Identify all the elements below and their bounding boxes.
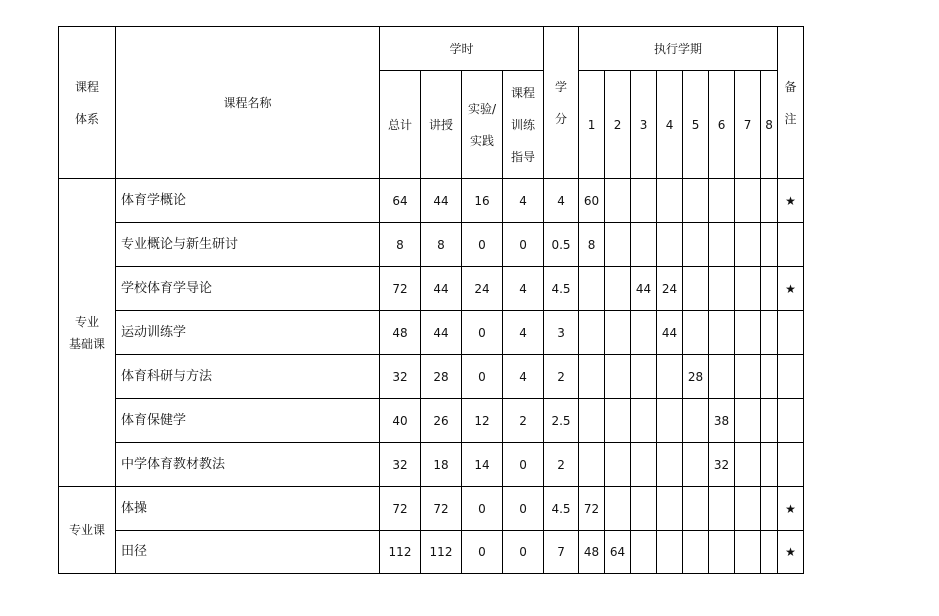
semester-5-cell [683,531,709,574]
hours-lab-cell: 0 [462,531,503,574]
semester-3-cell [631,531,657,574]
course-name-cell: 学校体育学导论 [116,267,380,311]
semester-3-cell [631,355,657,399]
hours-guide-cell: 0 [503,531,544,574]
semester-8-cell [761,531,778,574]
header-semester-1: 1 [579,71,605,179]
curriculum-table [58,26,804,574]
course-system-cell: 专业课 [59,487,116,574]
remark-star-icon [778,399,804,443]
header-hours-lab: 实验/ 实践 [462,71,503,179]
table-row [59,531,804,574]
course-name-cell: 体育学概论 [116,179,380,223]
credits-cell: 4.5 [544,267,579,311]
table-row [59,355,804,399]
semester-1-cell: 48 [579,531,605,574]
semester-4-cell [657,443,683,487]
remark-star-icon [778,223,804,267]
hours-total-cell: 8 [380,223,421,267]
hours-guide-cell: 4 [503,311,544,355]
semester-3-cell [631,179,657,223]
hours-lab-cell: 12 [462,399,503,443]
semester-5-cell [683,311,709,355]
hours-lab-cell: 24 [462,267,503,311]
header-hours: 学时 [380,27,544,71]
hours-total-cell: 32 [380,355,421,399]
table-row [59,179,804,223]
hours-total-cell: 112 [380,531,421,574]
course-name-cell: 体育科研与方法 [116,355,380,399]
hours-lab-cell: 0 [462,487,503,531]
table-row [59,487,804,531]
semester-1-cell: 8 [579,223,605,267]
semester-6-cell [709,487,735,531]
semester-2-cell [605,179,631,223]
semester-5-cell [683,179,709,223]
semester-4-cell [657,179,683,223]
hours-guide-cell: 4 [503,267,544,311]
semester-6-cell [709,355,735,399]
semester-3-cell [631,311,657,355]
course-name-cell: 体操 [116,487,380,531]
semester-7-cell [735,311,761,355]
semester-3-cell [631,487,657,531]
hours-lecture-cell: 112 [421,531,462,574]
hours-total-cell: 72 [380,487,421,531]
semester-8-cell [761,179,778,223]
hours-lecture-cell: 18 [421,443,462,487]
hours-total-cell: 48 [380,311,421,355]
credits-cell: 4 [544,179,579,223]
header-semester-7: 7 [735,71,761,179]
semester-8-cell [761,443,778,487]
credits-cell: 2.5 [544,399,579,443]
header-course-name: 课程名称 [116,27,380,179]
semester-6-cell [709,311,735,355]
semester-2-cell [605,443,631,487]
semester-5-cell: 28 [683,355,709,399]
header-credits: 学 分 [544,27,579,179]
header-semester-3: 3 [631,71,657,179]
semester-1-cell: 72 [579,487,605,531]
remark-star-icon: ★ [778,267,804,311]
semester-8-cell [761,399,778,443]
semester-8-cell [761,487,778,531]
hours-total-cell: 40 [380,399,421,443]
semester-6-cell [709,267,735,311]
semester-4-cell [657,531,683,574]
credits-cell: 2 [544,355,579,399]
semester-2-cell [605,399,631,443]
credits-cell: 2 [544,443,579,487]
semester-1-cell [579,267,605,311]
hours-guide-cell: 0 [503,487,544,531]
semester-4-cell: 24 [657,267,683,311]
semester-7-cell [735,267,761,311]
semester-5-cell [683,443,709,487]
course-system-cell: 专业 基础课 [59,179,116,487]
semester-7-cell [735,179,761,223]
hours-lecture-cell: 28 [421,355,462,399]
hours-total-cell: 64 [380,179,421,223]
header-remark: 备 注 [778,27,804,179]
semester-3-cell [631,443,657,487]
semester-7-cell [735,355,761,399]
credits-cell: 7 [544,531,579,574]
semester-8-cell [761,223,778,267]
hours-lab-cell: 0 [462,355,503,399]
remark-star-icon: ★ [778,179,804,223]
semester-2-cell [605,355,631,399]
semester-2-cell [605,487,631,531]
table-row [59,399,804,443]
hours-lecture-cell: 44 [421,267,462,311]
semester-6-cell [709,531,735,574]
credits-cell: 3 [544,311,579,355]
header-hours-lecture: 讲授 [421,71,462,179]
header-hours-total: 总计 [380,71,421,179]
header-course-system: 课程 体系 [59,27,116,179]
course-name-cell: 田径 [116,531,380,574]
semester-5-cell [683,267,709,311]
header-semester-5: 5 [683,71,709,179]
semester-8-cell [761,355,778,399]
semester-1-cell [579,399,605,443]
semester-7-cell [735,399,761,443]
hours-guide-cell: 4 [503,355,544,399]
table-row [59,267,804,311]
credits-cell: 4.5 [544,487,579,531]
semester-7-cell [735,531,761,574]
semester-8-cell [761,311,778,355]
hours-total-cell: 72 [380,267,421,311]
semester-3-cell [631,399,657,443]
hours-lecture-cell: 72 [421,487,462,531]
semester-2-cell [605,223,631,267]
semester-2-cell [605,267,631,311]
semester-5-cell [683,487,709,531]
semester-7-cell [735,443,761,487]
semester-8-cell [761,267,778,311]
header-row-1 [59,27,804,71]
header-hours-guide: 课程 训练 指导 [503,71,544,179]
semester-6-cell [709,179,735,223]
course-name-cell: 中学体育教材教法 [116,443,380,487]
semester-2-cell: 64 [605,531,631,574]
hours-guide-cell: 2 [503,399,544,443]
header-semester-6: 6 [709,71,735,179]
hours-guide-cell: 0 [503,223,544,267]
semester-5-cell [683,399,709,443]
semester-1-cell [579,311,605,355]
semester-6-cell: 38 [709,399,735,443]
hours-lecture-cell: 8 [421,223,462,267]
hours-guide-cell: 0 [503,443,544,487]
hours-lab-cell: 0 [462,223,503,267]
remark-star-icon: ★ [778,487,804,531]
header-semester: 执行学期 [579,27,778,71]
table-row [59,311,804,355]
header-semester-8: 8 [761,71,778,179]
hours-lecture-cell: 26 [421,399,462,443]
header-semester-4: 4 [657,71,683,179]
semester-4-cell [657,223,683,267]
semester-4-cell [657,399,683,443]
semester-4-cell: 44 [657,311,683,355]
course-name-cell: 体育保健学 [116,399,380,443]
remark-star-icon [778,355,804,399]
hours-lab-cell: 0 [462,311,503,355]
semester-1-cell: 60 [579,179,605,223]
semester-3-cell [631,223,657,267]
semester-4-cell [657,487,683,531]
semester-1-cell [579,355,605,399]
table-row [59,443,804,487]
course-name-cell: 运动训练学 [116,311,380,355]
semester-6-cell [709,223,735,267]
credits-cell: 0.5 [544,223,579,267]
semester-6-cell: 32 [709,443,735,487]
header-semester-2: 2 [605,71,631,179]
hours-lecture-cell: 44 [421,311,462,355]
remark-star-icon: ★ [778,531,804,574]
course-name-cell: 专业概论与新生研讨 [116,223,380,267]
semester-7-cell [735,223,761,267]
semester-7-cell [735,487,761,531]
remark-star-icon [778,443,804,487]
table-row [59,223,804,267]
hours-lab-cell: 16 [462,179,503,223]
hours-guide-cell: 4 [503,179,544,223]
semester-4-cell [657,355,683,399]
semester-5-cell [683,223,709,267]
hours-lecture-cell: 44 [421,179,462,223]
hours-lab-cell: 14 [462,443,503,487]
semester-2-cell [605,311,631,355]
semester-1-cell [579,443,605,487]
remark-star-icon [778,311,804,355]
hours-total-cell: 32 [380,443,421,487]
semester-3-cell: 44 [631,267,657,311]
